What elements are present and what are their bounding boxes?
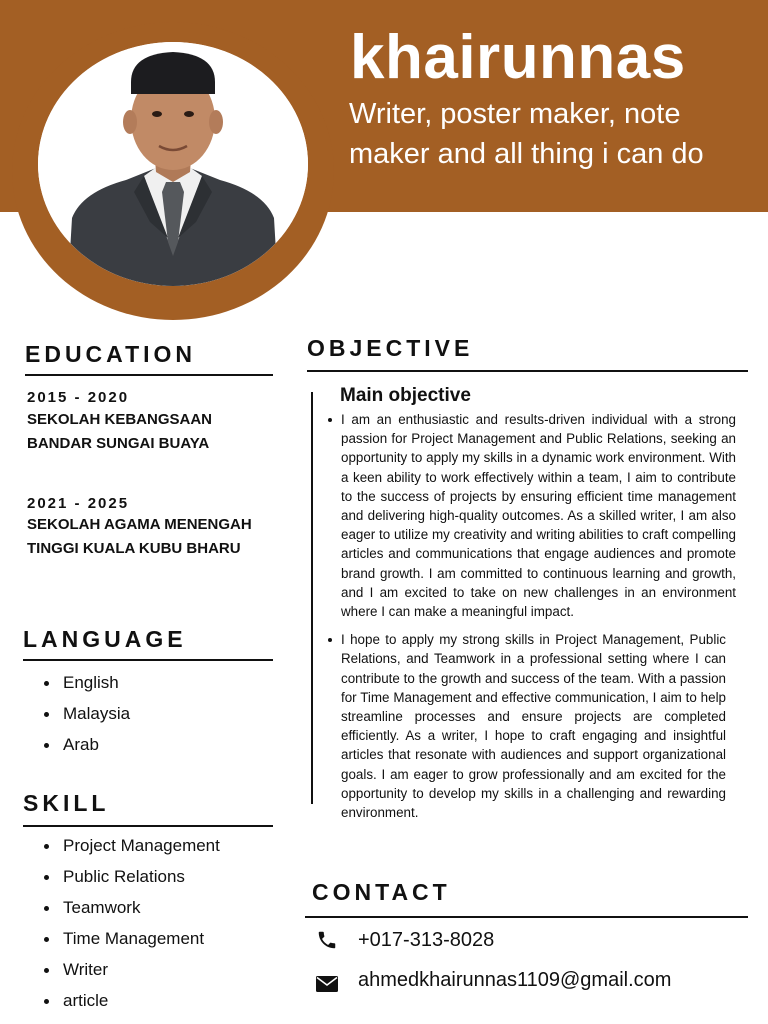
skill-item: Teamwork — [44, 892, 220, 923]
contact-phone-row — [316, 928, 494, 952]
contact-phone[interactable]: +017-313-8028 — [358, 929, 495, 951]
language-divider — [23, 659, 273, 661]
objective-side-line — [311, 392, 313, 804]
education-entry-2-school: SEKOLAH AGAMA MENENGAH TINGGI KUALA KUBU BHARU — [27, 516, 252, 557]
education-divider — [25, 374, 273, 376]
objective-heading: Main objective — [340, 385, 471, 406]
objective-list — [326, 410, 736, 831]
skill-item: article — [44, 985, 220, 1016]
language-item: Malaysia — [44, 698, 130, 729]
language-list — [44, 667, 130, 760]
skill-item: Time Management — [44, 923, 220, 954]
candidate-tagline: Writer, poster maker, note maker and all thing i can do — [349, 98, 704, 170]
education-entry-1-school: SEKOLAH KEBANGSAAN BANDAR SUNGAI BUAYA — [27, 411, 213, 452]
objective-paragraph: I hope to apply my strong skills in Project Management, Public Relations, and Teamwork in a professional setting where I can contribute to the growth and success of the team. With a passion for Time Management and effective communication, I aim to help streamline processes and ensure projects are completed efficiently. As a writer, I hope to craft engaging and insightful articles that resonate with audiences and support organizational goals. I am eager to grow professionally and am excited for the opportunity to develop my skills in a challenging and rewarding environment. — [326, 630, 726, 822]
contact-divider — [305, 916, 748, 918]
education-entry-2-years: 2021 - 2025 — [27, 495, 130, 512]
phone-icon — [316, 929, 338, 951]
education-entry-1-years: 2015 - 2020 — [27, 389, 130, 406]
profile-photo — [38, 42, 308, 286]
skill-item: Public Relations — [44, 861, 220, 892]
profile-portrait-image — [38, 42, 308, 286]
language-item: English — [44, 667, 130, 698]
contact-title: CONTACT — [312, 879, 451, 905]
contact-email[interactable]: ahmedkhairunnas1109@gmail.com — [358, 969, 672, 991]
skill-list — [44, 830, 220, 1016]
objective-divider — [307, 370, 748, 372]
contact-email-row — [316, 965, 671, 995]
skill-item: Project Management — [44, 830, 220, 861]
language-item: Arab — [44, 729, 130, 760]
envelope-icon — [316, 973, 338, 995]
objective-paragraph: I am an enthusiastic and results-driven individual with a strong passion for Project Management and Public Relations, seeking an opportunity to apply my skills in a dynamic work environment. With a keen ability to work effectively within a team, I aim to contribute to the success of projects by ensuring efficient time management and delivering high-quality outcomes. As a skilled writer, I am also eager to utilize my creativity and writing abilities to craft compelling articles and communications that engage audiences and promote brand growth. I am committed to continuous learning and growth, and I am excited to take on new challenges in an environment where I can make a meaningful impact. — [326, 410, 736, 621]
skill-divider — [23, 825, 273, 827]
candidate-name: khairunnas — [350, 23, 686, 92]
objective-title: OBJECTIVE — [307, 335, 474, 361]
education-title: EDUCATION — [25, 341, 197, 367]
language-title: LANGUAGE — [23, 626, 187, 652]
skill-title: SKILL — [23, 790, 110, 816]
skill-item: Writer — [44, 954, 220, 985]
